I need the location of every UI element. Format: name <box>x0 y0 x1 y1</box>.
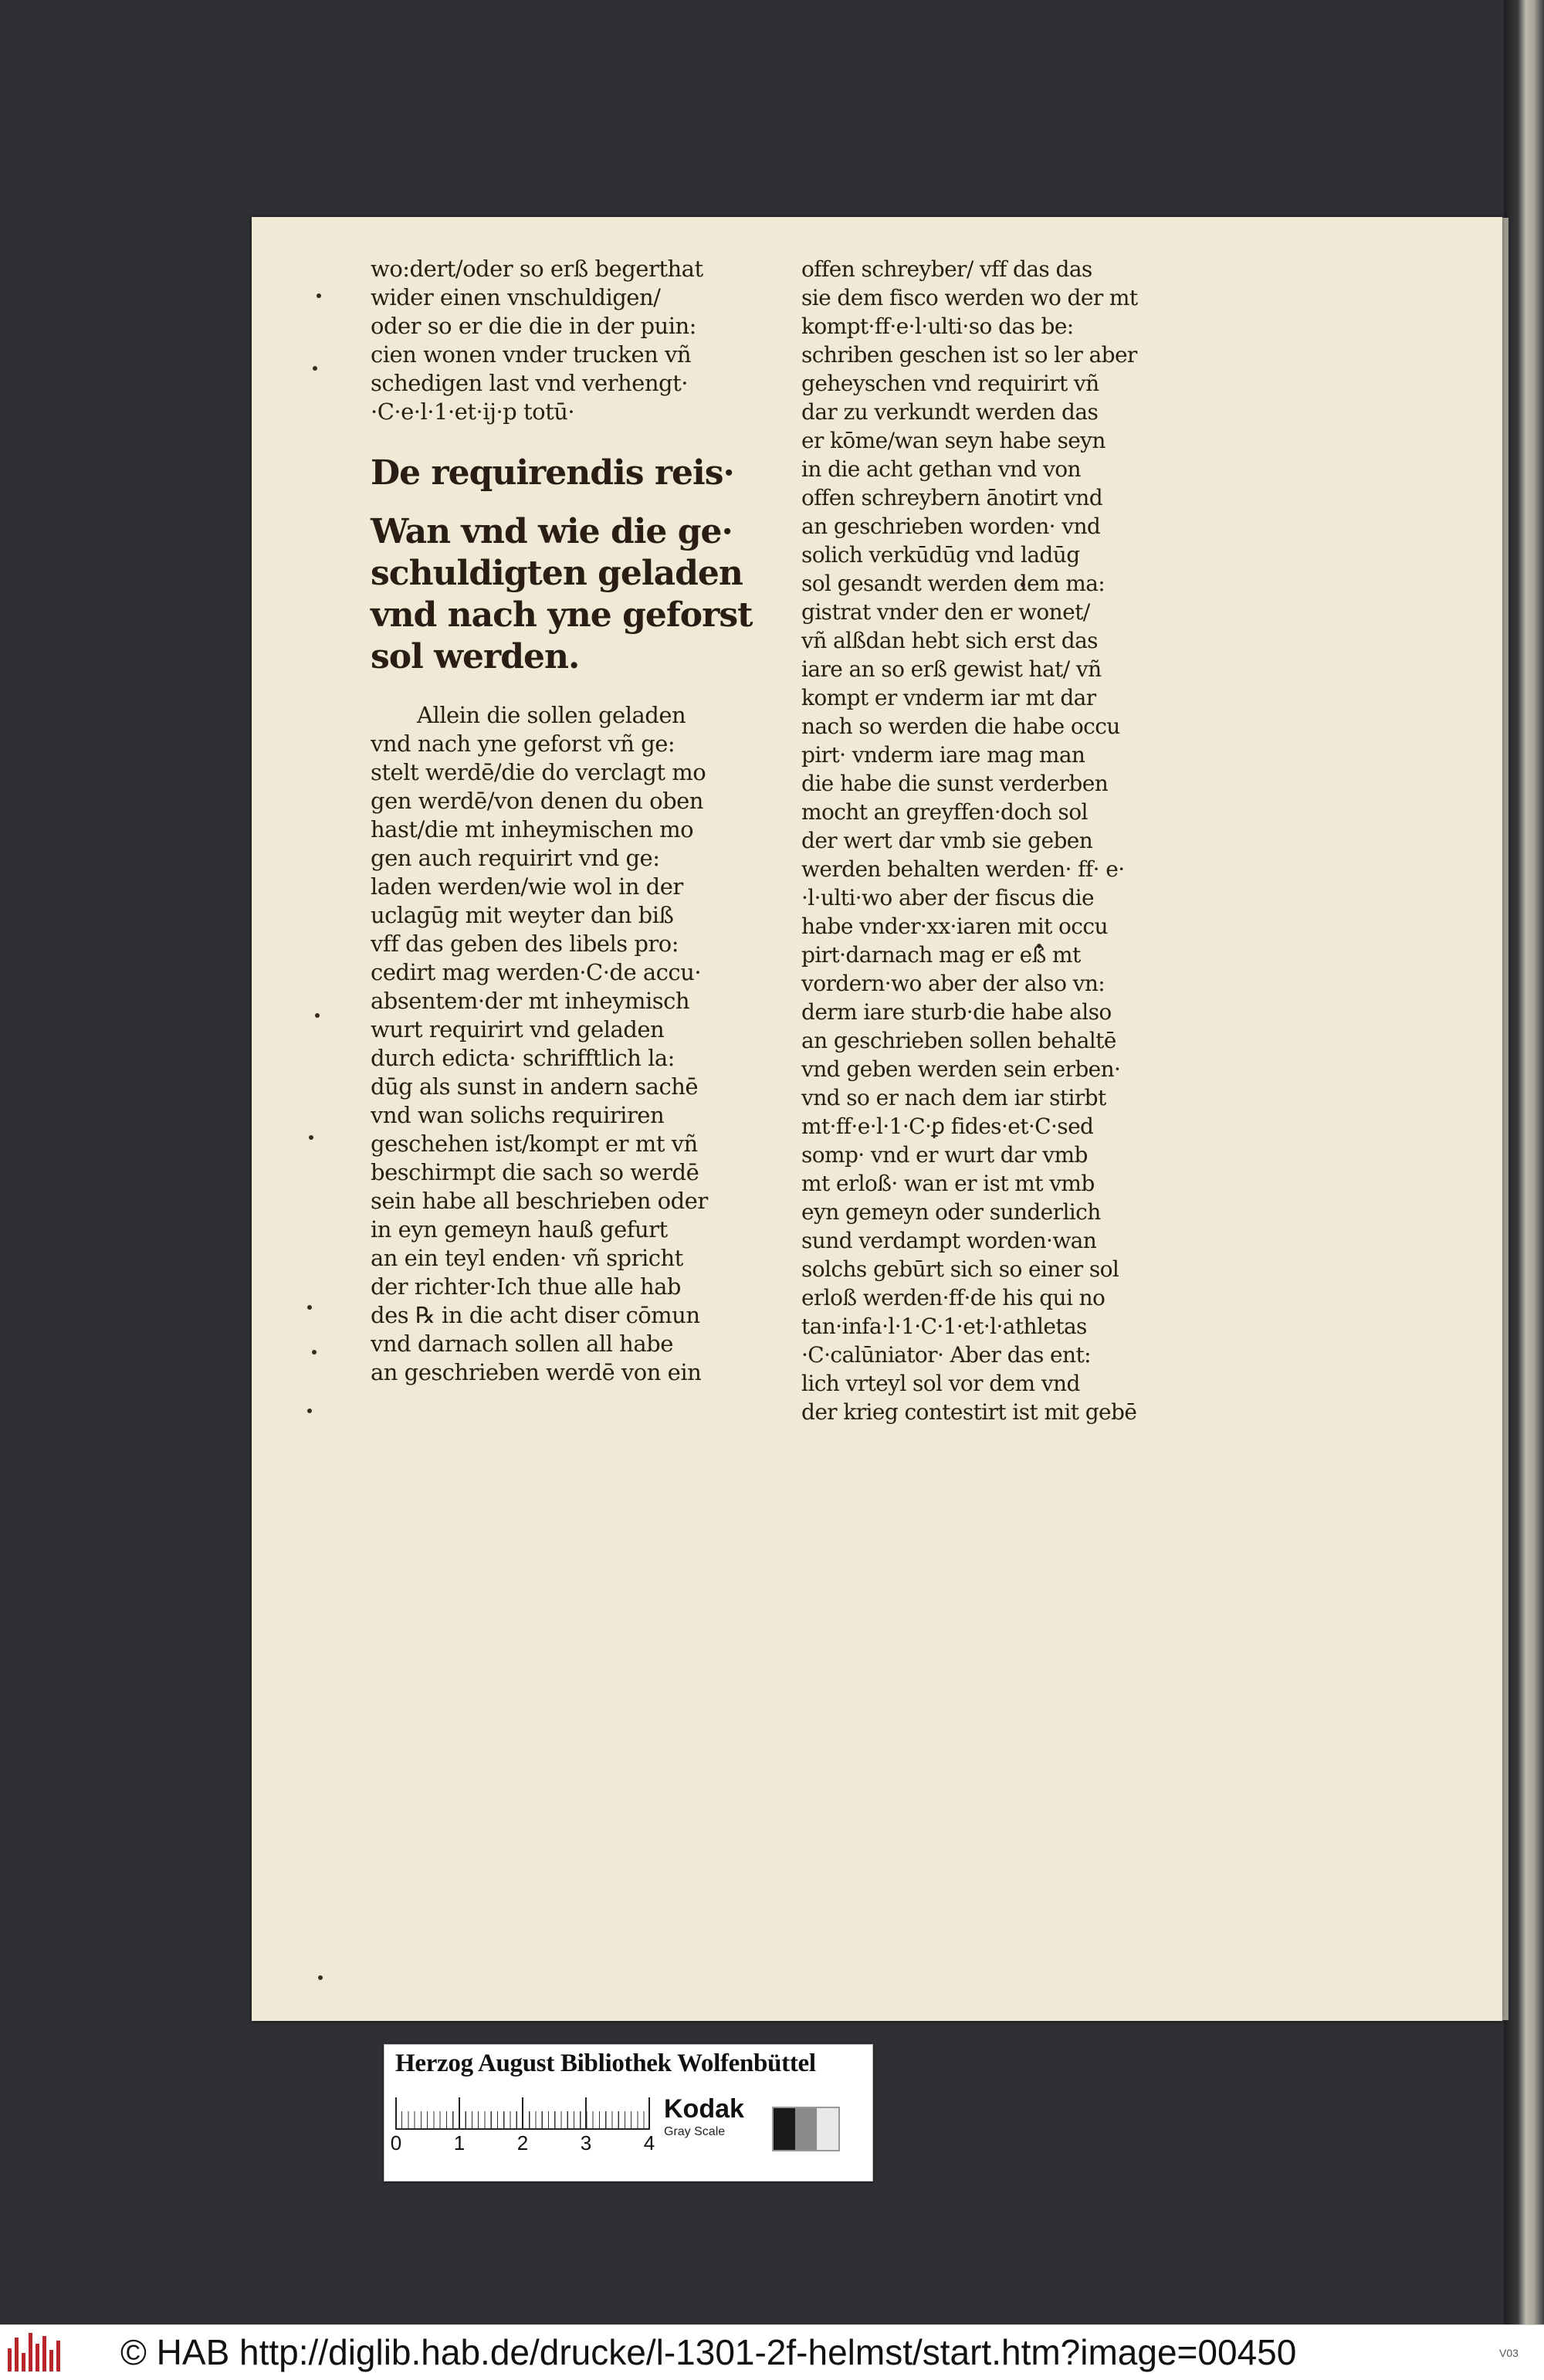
margin-dot <box>317 293 321 298</box>
text-line: der wert dar vmb sie geben <box>801 828 1093 853</box>
hab-logo-icon <box>8 2333 66 2372</box>
ruler-number: 2 <box>516 2131 529 2155</box>
text-line: wider einen vnschuldigen/ <box>371 284 661 310</box>
text-line: mt·ff·e·l·1·C·ꝑ fides·et·C·sed <box>801 1114 1094 1139</box>
gray-swatches <box>772 2107 840 2151</box>
text-line: tan·infa·l·1·C·1·et·l·athletas <box>801 1314 1087 1339</box>
ruler-number: 4 <box>643 2131 655 2155</box>
text-line: erloß werden·ff·de his qui no <box>801 1285 1106 1310</box>
text-line: des ℞ in die acht diser cōmun <box>371 1302 700 1328</box>
gray-scale-label: Gray Scale <box>664 2125 726 2138</box>
text-line: vnd nach yne geforst <box>371 595 753 635</box>
text-line: vnd geben werden sein erben· <box>801 1056 1121 1082</box>
text-line: laden werden/wie wol in der <box>371 873 683 900</box>
ruler-tick <box>395 2097 397 2128</box>
scale-ruler <box>395 2096 650 2130</box>
text-line: somp· vnd er wurt dar vmb <box>801 1142 1088 1168</box>
text-line: in die acht gethan vnd von <box>801 456 1081 482</box>
text-line: er kōme/wan seyn habe seyn <box>801 428 1106 453</box>
left-intro-lines <box>371 255 741 426</box>
text-line: solich verkūdūg vnd ladūg <box>801 542 1080 568</box>
ruler-number: 0 <box>390 2131 402 2155</box>
adjacent-page-edge <box>1504 0 1544 2324</box>
text-line: eyn gemeyn oder sunderlich <box>801 1199 1101 1225</box>
margin-dot <box>307 1409 312 1413</box>
text-line: in eyn gemeyn hauß gefurt <box>371 1216 668 1243</box>
text-line: oder so er die die in der puin: <box>371 313 696 339</box>
footer-bar <box>0 2324 1544 2380</box>
left-text-column <box>371 255 753 1387</box>
text-line: sein habe all beschrieben oder <box>371 1188 708 1214</box>
text-line: werden behalten werden· ff· e· <box>801 856 1125 882</box>
text-line: dar zu verkundt werden das <box>801 399 1099 425</box>
text-line: sol werden. <box>371 637 580 676</box>
text-line: uclagūg mit weyter dan biß <box>371 902 674 928</box>
text-line: ·C·e·l·1·et·ij·p totū· <box>371 398 575 425</box>
text-line: pirt· vnderm iare mag man <box>801 742 1085 768</box>
ruler-tick <box>459 2097 460 2128</box>
text-line: sol gesandt werden dem ma: <box>801 571 1106 596</box>
text-line: solchs gebūrt sich so einer sol <box>801 1256 1119 1282</box>
margin-dot <box>307 1305 312 1310</box>
text-line: ·l·ulti·wo aber der fiscus die <box>801 885 1094 910</box>
margin-dot <box>309 1135 313 1140</box>
text-line: sund verdampt worden·wan <box>801 1228 1097 1253</box>
heading-title: De requirendis reis· <box>371 453 734 493</box>
swatch-white <box>817 2108 838 2150</box>
text-line: stelt werdē/die do verclagt mo <box>371 759 706 785</box>
text-line: cien wonen vnder trucken vñ <box>371 341 692 368</box>
right-text-column <box>801 255 1203 1426</box>
text-line: wurt requirirt vnd geladen <box>371 1016 665 1043</box>
text-line: schriben geschen ist so ler aber <box>801 342 1137 368</box>
text-line: vff das geben des libels pro: <box>371 931 679 957</box>
text-line: an geschrieben sollen behaltē <box>801 1028 1116 1053</box>
text-line: ·C·calūniator· Aber das ent: <box>801 1342 1091 1368</box>
text-line: hast/die mt inheymischen mo <box>371 816 694 842</box>
text-line: iare an so erß gewist hat/ vñ <box>801 656 1102 682</box>
kodak-logo: Kodak <box>664 2094 744 2124</box>
text-line: schedigen last vnd verhengt· <box>371 370 688 396</box>
text-line: dūg als sunst in andern sachē <box>371 1073 699 1100</box>
text-line: offen schreyber/ vff das das <box>801 256 1092 282</box>
text-line: geheyschen vnd requirirt vñ <box>801 371 1099 396</box>
text-line: vnd so er nach dem iar stirbt <box>801 1085 1106 1110</box>
text-line: Wan vnd wie die ge· <box>371 512 733 551</box>
text-line: vnd nach yne geforst vñ ge: <box>371 731 676 757</box>
right-body-paragraph <box>801 255 1203 1426</box>
color-reference-card <box>384 2044 873 2182</box>
footer-url[interactable]: © HAB http://diglib.hab.de/drucke/l-1301-2f-helmst/start.htm?image=00450 <box>120 2332 1297 2372</box>
text-line: durch edicta· schrifftlich la: <box>371 1045 675 1071</box>
text-line: geschehen ist/kompt er mt vñ <box>371 1131 698 1157</box>
text-line: gen auch requirirt vnd ge: <box>371 845 660 871</box>
ruler-tick <box>648 2097 650 2128</box>
margin-dot <box>313 366 317 371</box>
ruler-number: 1 <box>453 2131 466 2155</box>
text-line: an geschrieben werdē von ein <box>371 1359 702 1385</box>
margin-dot <box>318 1975 323 1980</box>
text-line: cedirt mag werden·C·de accu· <box>371 959 702 985</box>
text-line: an ein teyl enden· vñ spricht <box>371 1245 683 1271</box>
swatch-gray <box>795 2108 817 2150</box>
heading-subtitle <box>371 511 753 678</box>
text-line: beschirmpt die sach so werdē <box>371 1159 699 1185</box>
text-line: mocht an greyffen·doch sol <box>801 799 1088 825</box>
swatch-black <box>774 2108 795 2150</box>
text-line: kompt·ff·e·l·ulti·so das be: <box>801 314 1074 339</box>
margin-dot <box>312 1350 317 1354</box>
text-line: absentem·der mt inheymisch <box>371 988 690 1014</box>
library-name: Herzog August Bibliothek Wolfenbüttel <box>395 2049 816 2077</box>
ruler-tick <box>585 2097 587 2128</box>
text-line: die habe die sunst verderben <box>801 771 1109 796</box>
margin-dot <box>315 1013 320 1018</box>
text-line: gistrat vnder den er wonet/ <box>801 599 1090 625</box>
text-line: vñ alßdan hebt sich erst das <box>801 628 1098 653</box>
text-line: vnd wan solichs requiriren <box>371 1102 665 1128</box>
text-line: der richter·Ich thue alle hab <box>371 1273 681 1300</box>
text-line: vnd darnach sollen all habe <box>371 1331 673 1357</box>
ruler-tick <box>522 2097 523 2128</box>
footer-code: V03 <box>1499 2347 1519 2359</box>
text-line: der krieg contestirt ist mit gebē <box>801 1399 1137 1425</box>
text-line: habe vnder·xx·iaren mit occu <box>801 914 1108 939</box>
text-line: an geschrieben worden· vnd <box>801 514 1101 539</box>
ruler-number: 3 <box>580 2131 592 2155</box>
left-body-paragraph <box>371 701 741 1387</box>
text-line: vordern·wo aber der also vn: <box>801 971 1106 996</box>
text-line: wo:dert/oder so erß begerthat <box>371 256 703 282</box>
text-line: kompt er vnderm iar mt dar <box>801 685 1096 710</box>
text-line: sie dem fisco werden wo der mt <box>801 285 1138 310</box>
text-line: Allein die sollen geladen <box>417 702 686 728</box>
text-line: offen schreybern ānotirt vnd <box>801 485 1103 510</box>
text-line: mt erloß· wan er ist mt vmb <box>801 1171 1095 1196</box>
text-line: derm iare sturb·die habe also <box>801 999 1112 1025</box>
text-line: nach so werden die habe occu <box>801 714 1120 739</box>
text-line: lich vrteyl sol vor dem vnd <box>801 1371 1080 1396</box>
section-heading <box>371 453 753 678</box>
text-line: pirt·darnach mag er eß mt <box>801 942 1081 968</box>
text-line: gen werdē/von denen du oben <box>371 788 703 814</box>
text-line: schuldigten geladen <box>371 554 743 593</box>
